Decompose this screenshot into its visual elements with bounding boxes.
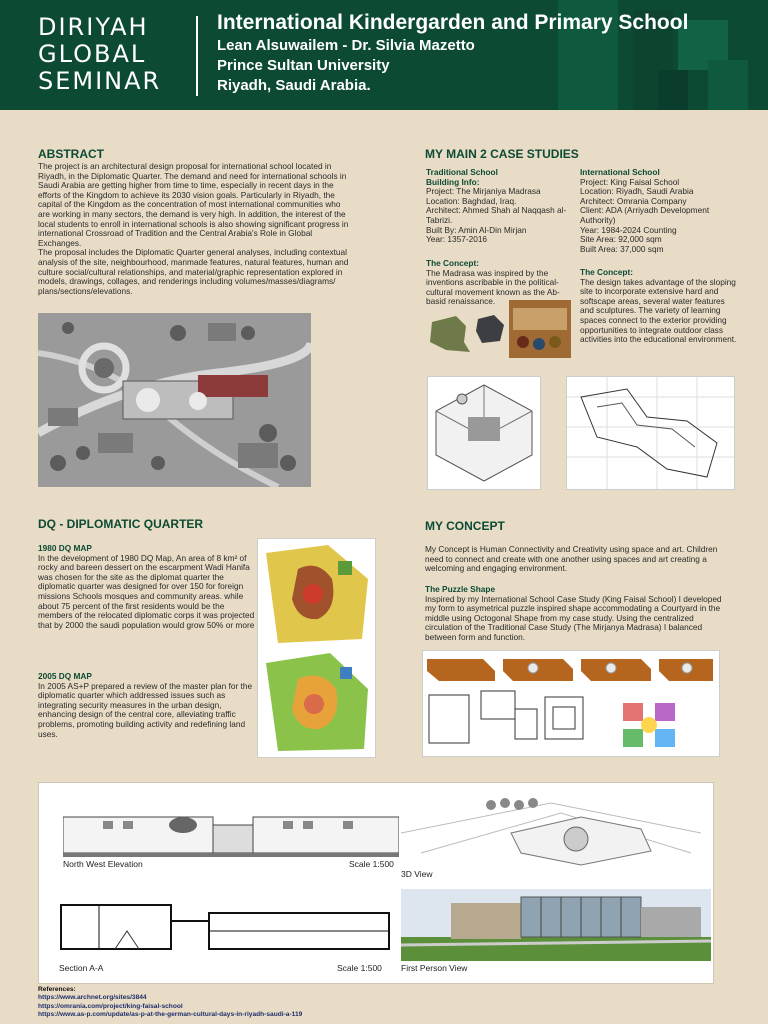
north-west-elevation-drawing <box>63 795 399 857</box>
iraq-map-image <box>426 312 472 356</box>
international-concept-text: The design takes advantage of the sloping site to incorporate extensive hard and softscape areas, several water features and sculptures. The variety of learning spaces connect to the exterior providing opportunities to integrate outdoor class activities into the educational environment. <box>580 276 737 345</box>
concept-text: My Concept is Human Connectivity and Creativity using space and art. Children need to connect and create with one another using spaces and art creating a welcoming and engaging environment. <box>425 544 718 574</box>
traditional-school-info <box>426 168 571 245</box>
traditional-concept-heading: The Concept: <box>426 258 480 268</box>
location: Riyadh, Saudi Arabia. <box>217 77 371 94</box>
traditional-line: Year: 1357-2016 <box>426 234 488 245</box>
abstract-body <box>38 162 353 296</box>
brand-line-2: GLOBAL <box>38 40 147 68</box>
puzzle-section <box>425 585 725 643</box>
international-line: Client: ADA (Arriyadh Development Authority) <box>580 205 710 225</box>
dq-2005-heading: 2005 DQ MAP <box>38 671 92 681</box>
3d-view-rendering <box>401 793 701 869</box>
abstract-heading: ABSTRACT <box>38 147 104 161</box>
concept-body <box>425 545 725 574</box>
concept-heading: MY CONCEPT <box>425 519 505 533</box>
international-line: Built Area: 37,000 sqm <box>580 243 664 254</box>
first-person-rendering <box>401 889 711 961</box>
case-studies-heading: MY MAIN 2 CASE STUDIES <box>425 147 579 161</box>
international-school-heading: International School <box>580 167 660 177</box>
section-caption: Section A-A <box>59 963 104 973</box>
dq-1980-text: In the development of 1980 DQ Map, An area of 8 km² of rocky and bareen dessert on the escarpment Wadi Hanifa was chosen for the site as the diplomat quarter the diplomatic quarter was designed for over 150 for foreign missions Schools mosques and community areas. while about 75 percent of the first residents would be the members of the relocated diplomatic corps it was projected that by 2000 the saudi population would grow 50% or more <box>38 552 255 630</box>
madrasa-painting-image <box>509 300 571 358</box>
reference-link[interactable]: https://omrania.com/project/king-faisal-school <box>38 1002 183 1010</box>
brand-line-3: SEMINAR <box>38 67 162 95</box>
madrasa-fragment-image <box>474 313 506 345</box>
international-school-info <box>580 168 740 254</box>
puzzle-text: Inspired by my International School Case Study (King Faisal School) I developed my form to asymetrical puzzle inspired shape accommodating a Courtyard in the middle using Octogonal Shape from my case study. Using the centralized circulation of the Traditional Case Study (The Mirjanya Madrasa) I balanced between form and function. <box>425 593 722 642</box>
abstract-paragraph-2: The proposal includes the Diplomatic Quarter general analyses, including contextual analysis of the site, neighbourhood, manmade features, natural features, human and culture social/cultural relationships, and material/graphic representation explored in models, drawings, collages, and renderings including volumes/masses/diagrams/ plans/sections/elevations. <box>38 247 349 296</box>
puzzle-heading: The Puzzle Shape <box>425 584 496 594</box>
king-faisal-site-plan <box>566 376 735 490</box>
section-scale: Scale 1:500 <box>337 963 382 973</box>
brand-logo <box>38 14 161 95</box>
dq-maps-comparison <box>257 538 376 758</box>
brand-line-1: DIRIYAH <box>38 13 149 41</box>
international-line: Location: Riyadh, Saudi Arabia <box>580 186 694 197</box>
3d-view-caption: 3D View <box>401 869 433 879</box>
dq-2005-text: In 2005 AS+P prepared a review of the master plan for the diplomatic quarter which addressed issues such as integrating security measures in the urban design, enhancing design of the central core, alleviating traffic problems, promoting building activity and redefining land uses. <box>38 680 253 739</box>
traditional-concept-text: The Madrasa was inspired by the inventions ascribable in the political-cultural movement known as the Ab-basid renaissance. <box>426 267 560 307</box>
header-text <box>217 10 688 96</box>
dq-1980-heading: 1980 DQ MAP <box>38 543 92 553</box>
international-concept-heading: The Concept: <box>580 267 634 277</box>
abstract-paragraph-1: The project is an architectural design proposal for international school located in Riyadh, in the Diplomatic Quarter. The demand and need for international schools in Saudi Arabia are getting higher from time to time, especially in recent days in the efforts of the Kingdom to achieve its 2030 vision goals. Particularly in Riyadh, the capital of the Kingdom as the concentration of most international communities who are working in many sectors, the demand is very high. In addition, the interest of the local students to enroll in international schools is also showing significant progress in international Crossroad of Tradition and the Central Arabia's Role in Global Exchanges. <box>38 161 349 248</box>
international-line: Project: King Faisal School <box>580 176 680 187</box>
nw-elevation-scale: Scale 1:500 <box>349 859 394 869</box>
drawings-panel <box>38 782 714 984</box>
reference-link[interactable]: https://www.archnet.org/sites/3844 <box>38 994 147 1002</box>
references-heading: References: <box>38 986 76 993</box>
dq-heading: DQ - DIPLOMATIC QUARTER <box>38 517 204 531</box>
poster-title: International Kindergarden and Primary School <box>217 11 689 34</box>
header-divider <box>196 16 198 96</box>
nw-elevation-caption: North West Elevation <box>63 859 143 869</box>
international-line: Architect: Omrania Company <box>580 195 687 206</box>
site-aerial-photo <box>38 313 311 487</box>
international-line: Site Area: 92,000 sqm <box>580 234 662 245</box>
international-line: Year: 1984-2024 Counting <box>580 224 677 235</box>
dq-2005-section <box>38 672 256 739</box>
puzzle-form-diagram <box>422 650 720 757</box>
first-person-caption: First Person View <box>401 963 468 973</box>
section-a-a-drawing <box>59 891 391 955</box>
traditional-line: Location: Baghdad, Iraq. <box>426 195 517 206</box>
traditional-line: Architect: Ahmed Shah al Naqqash al-Tabrizi. <box>426 205 567 225</box>
building-info-heading: Building Info: <box>426 176 480 187</box>
international-concept <box>580 268 740 345</box>
reference-link[interactable]: https://www.as-p.com/update/as-p-at-the-german-cultural-days-in-riyadh-saudi-a-119 <box>38 1011 303 1019</box>
traditional-line: Project: The Mirjaniya Madrasa <box>426 186 541 197</box>
references <box>38 986 302 1020</box>
authors: Lean Alsuwailem - Dr. Silvia Mazetto <box>217 37 475 54</box>
madrasa-axonometric-drawing <box>427 376 541 490</box>
university: Prince Sultan University <box>217 57 390 74</box>
header-banner <box>0 0 768 110</box>
traditional-school-heading: Traditional School <box>426 167 498 177</box>
dq-1980-section <box>38 544 256 630</box>
traditional-line: Built By: Amin Al-Din Mirjan <box>426 224 527 235</box>
